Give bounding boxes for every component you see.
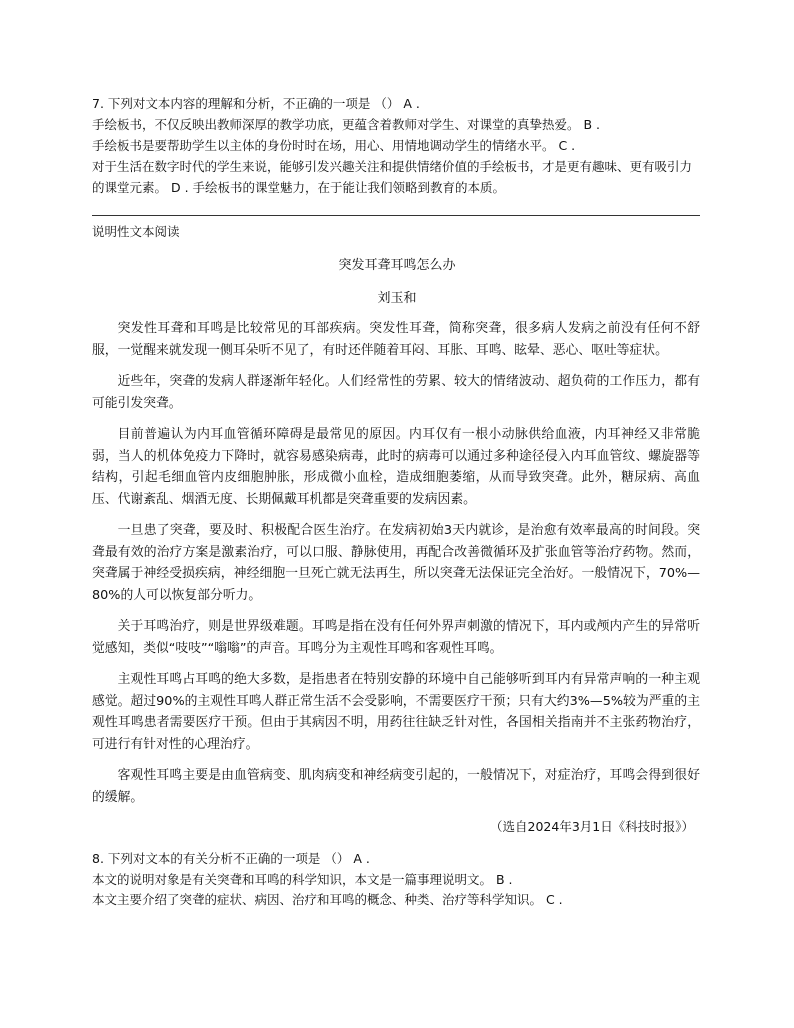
section-label: 说明性文本阅读 xyxy=(92,224,180,239)
article-source: （选自2024年3月1日《科技时报》） xyxy=(490,819,694,834)
article-paragraph-1: 突发性耳聋和耳鸣是比较常见的耳部疾病。突发性耳聋，简称突聋，很多病人发病之前没有任何不舒服，一觉醒来就发现一侧耳朵听不见了，有时还伴随着耳闷、耳胀、耳鸣、眩晕、恶心、呕吐等症状。 xyxy=(92,321,700,358)
question-8-stem: 8. 下列对文本的有关分析不正确的一项是 （） A . xyxy=(92,851,370,866)
question-7 xyxy=(92,93,704,198)
question-8 xyxy=(92,849,704,911)
question-7-stem: 7. 下列对文本内容的理解和分析，不正确的一项是 （） A . xyxy=(92,96,420,111)
article-body xyxy=(92,318,700,818)
question-7-option-b: 手绘板书是要帮助学生以主体的身份时时在场，用心、用情地调动学生的情绪水平。 C . xyxy=(92,138,576,153)
article-paragraph-2: 近些年，突聋的发病人群逐渐年轻化。人们经常性的劳累、较大的情绪波动、超负荷的工作压力，都有可能引发突聋。 xyxy=(92,374,700,411)
article-paragraph-3: 目前普遍认为内耳血管循环障碍是最常见的原因。内耳仅有一根小动脉供给血液，内耳神经又非常脆弱，当人的机体免疫力下降时，就容易感染病毒，此时的病毒可以通过多种途径侵入内耳血管纹、螺旋器等结构，引起毛细血管内皮细胞肿胀，形成微小血栓，造成细胞萎缩，从而导致突聋。此外，糖尿病、高血压、代谢紊乱、烟酒无度、长期佩戴耳机都是突聋重要的发病因素。 xyxy=(92,427,700,507)
question-8-option-a: 本文的说明对象是有关突聋和耳鸣的科学知识，本文是一篇事理说明文。 B . xyxy=(92,871,513,887)
article-paragraph-4: 一旦患了突聋，要及时、积极配合医生治疗。在发病初始3天内就诊，是治愈有效率最高的时间段。突聋最有效的治疗方案是激素治疗，可以口服、静脉使用，再配合改善微循环及扩张血管等治疗药物。然而，突聋属于神经受损疾病，神经细胞一旦死亡就无法再生，所以突聋无法保证完全治好。一般情况下，70%—80%的人可以恢复部分听力。 xyxy=(92,523,700,603)
article-paragraph-6: 主观性耳鸣占耳鸣的绝大多数，是指患者在特别安静的环境中自己能够听到耳内有异常声响的一种主观感觉。超过90%的主观性耳鸣人群正常生活不会受影响，不需要医疗干预；只有大约3%—5%较为严重的主观性耳鸣患者需要医疗干预。但由于其病因不明，用药往往缺乏针对性，各国相关指南并不主张药物治疗，可进行有针对性的心理治疗。 xyxy=(92,672,700,752)
article-paragraph-7: 客观性耳鸣主要是由血管病变、肌肉病变和神经病变引起的，一般情况下，对症治疗，耳鸣会得到很好的缓解。 xyxy=(92,768,700,805)
article-paragraph-5: 关于耳鸣治疗，则是世界级难题。耳鸣是指在没有任何外界声刺激的情况下，耳内或颅内产生的异常听觉感知，类似“吱吱”“嗡嗡”的声音。耳鸣分为主观性耳鸣和客观性耳鸣。 xyxy=(92,619,700,656)
question-7-option-a: 手绘板书，不仅反映出教师深厚的教学功底，更蕴含着教师对学生、对课堂的真挚热爱。 B . xyxy=(92,117,600,132)
question-8-option-b: 本文主要介绍了突聋的症状、病因、治疗和耳鸣的概念、种类、治疗等科学知识。 C . xyxy=(92,892,563,907)
question-7-option-c-d: 对于生活在数字时代的学生来说，能够引发兴趣关注和提供情绪价值的手绘板书，才是更有趣味、更有吸引力的课堂元素。 D . 手绘板书的课堂魅力，在于能让我们领略到教育的本质。 xyxy=(92,159,693,195)
article-title: 突发耳聋耳鸣怎么办 xyxy=(338,258,456,273)
article-author: 刘玉和 xyxy=(377,291,417,306)
section-divider xyxy=(92,215,700,216)
